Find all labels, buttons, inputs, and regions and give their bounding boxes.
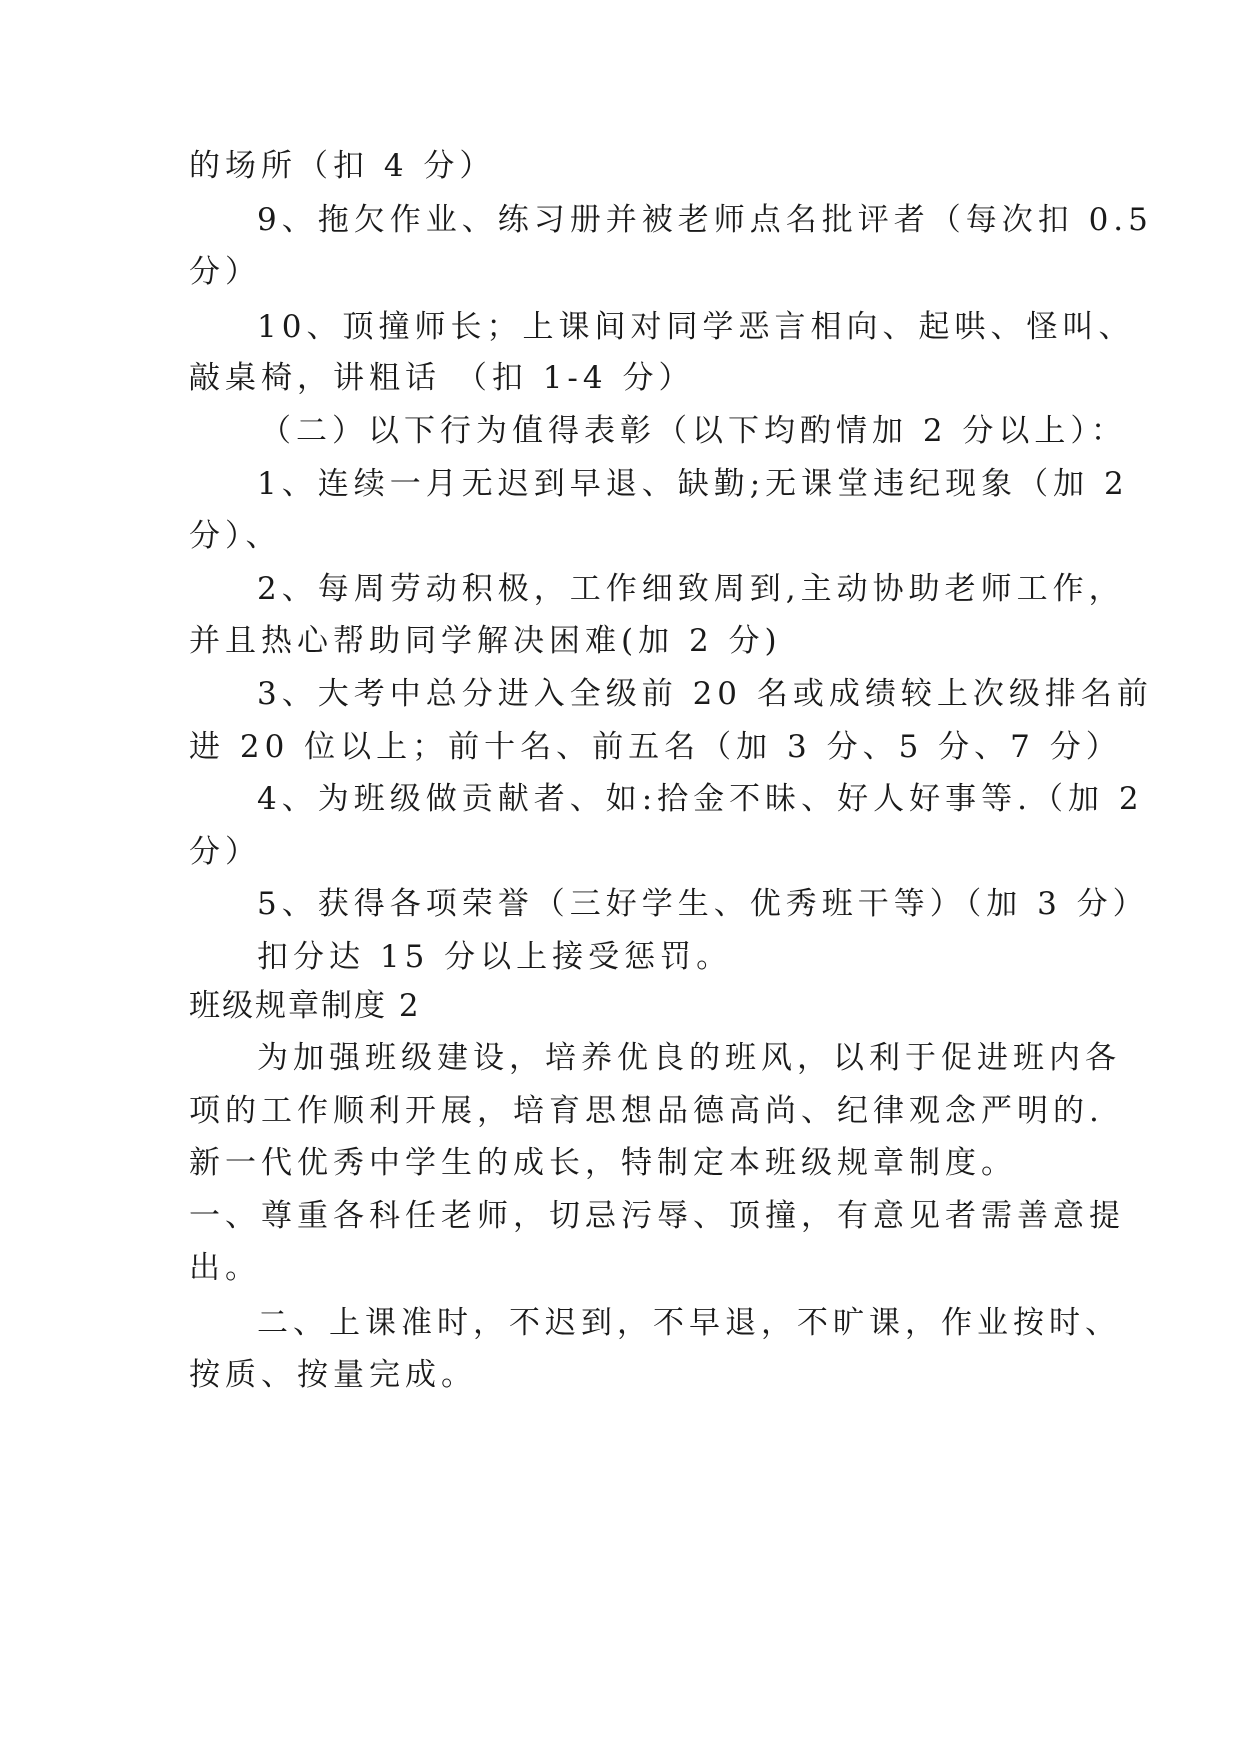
text-line-3: 分） (189, 254, 261, 290)
text-line-4: 10、顶撞师长；上课间对同学恶言相向、起哄、怪叫、 (257, 309, 1135, 345)
text-line-1: 的场所（扣 4 分） (189, 148, 496, 184)
text-line-6: （二）以下行为值得表彰（以下均酌情加 2 分以上）： (260, 413, 1127, 449)
text-line-5: 敲桌椅，讲粗话 （扣 1-4 分） (189, 360, 695, 396)
text-line-24: 按质、按量完成。 (189, 1357, 477, 1393)
text-line-19: 项的工作顺利开展，培育思想品德高尚、纪律观念严明的. (189, 1093, 1104, 1129)
section-title: 班级规章制度 2 (189, 988, 421, 1024)
text-line-9: 2、每周劳动积极，工作细致周到,主动协助老师工作， (257, 571, 1125, 607)
text-line-7: 1、连续一月无迟到早退、缺勤;无课堂违纪现象（加 2 (257, 466, 1129, 502)
text-line-15: 5、获得各项荣誉（三好学生、优秀班干等）（加 3 分） (257, 886, 1149, 922)
text-line-12: 进 20 位以上；前十名、前五名（加 3 分、5 分、7 分） (189, 729, 1122, 765)
text-line-10: 并且热心帮助同学解决困难(加 2 分) (189, 623, 782, 659)
text-line-16: 扣分达 15 分以上接受惩罚。 (257, 939, 733, 975)
text-line-8: 分）、 (189, 518, 282, 554)
text-line-2: 9、拖欠作业、练习册并被老师点名批评者（每次扣 0.5 (257, 202, 1153, 238)
text-line-13: 4、为班级做贡献者、如:拾金不昧、好人好事等.（加 2 (257, 781, 1144, 817)
text-line-23: 二、上课准时，不迟到，不早退，不旷课，作业按时、 (257, 1305, 1121, 1341)
text-line-21: 一、尊重各科任老师，切忌污辱、顶撞，有意见者需善意提 (189, 1198, 1125, 1234)
text-line-22: 出。 (189, 1250, 261, 1286)
text-line-20: 新一代优秀中学生的成长，特制定本班级规章制度。 (189, 1145, 1017, 1181)
text-line-11: 3、大考中总分进入全级前 20 名或成绩较上次级排名前 (257, 676, 1153, 712)
text-line-18: 为加强班级建设，培养优良的班风，以利于促进班内各 (257, 1040, 1121, 1076)
text-line-14: 分） (189, 834, 261, 870)
